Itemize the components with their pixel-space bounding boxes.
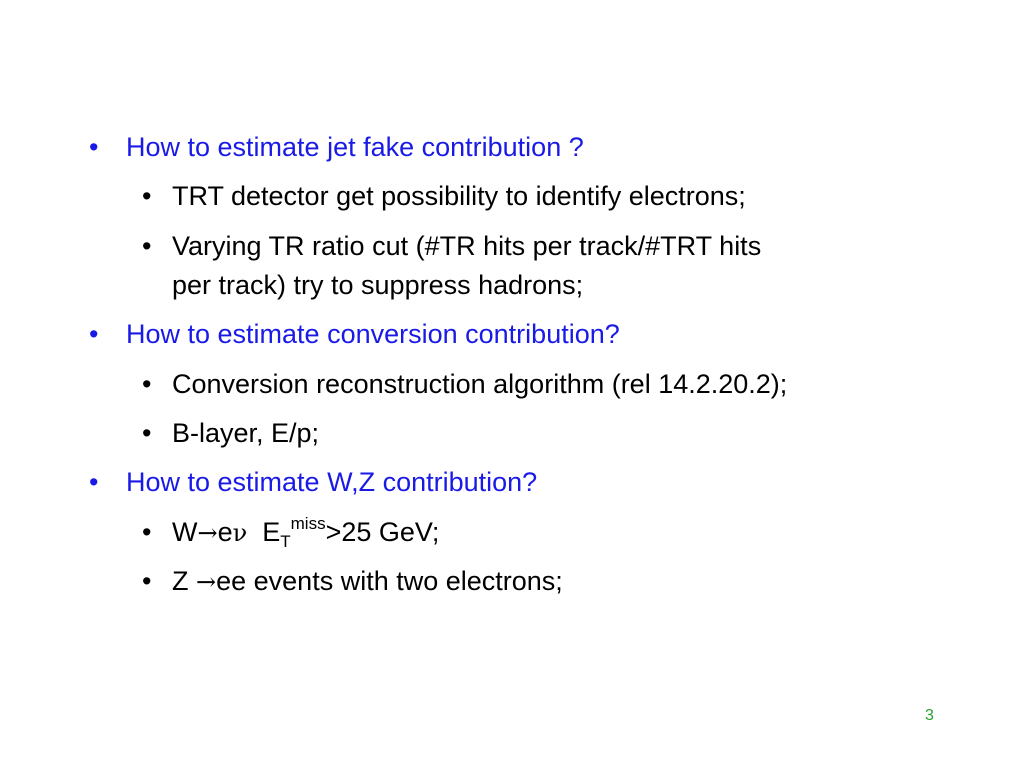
- bullet-text: How to estimate conversion contribution?: [126, 319, 620, 349]
- bullet-text: How to estimate W,Z contribution?: [126, 467, 538, 497]
- arrow-right-icon: →: [196, 568, 217, 596]
- bullet-marker: •: [89, 132, 99, 162]
- sub-bullet-text: Conversion reconstruction algorithm (rel 14.2.20.2);: [172, 369, 788, 399]
- sub-bullet-item-trt-detector: [142, 176, 746, 216]
- page-number: 3: [925, 707, 934, 724]
- electron-label: e: [217, 517, 233, 547]
- sub-bullet-item-tr-ratio: [142, 226, 762, 266]
- bullet-item-conversion: [89, 314, 620, 354]
- missing-et-cut: >25 GeV;: [325, 517, 440, 547]
- sub-bullet-item-w-enu: [142, 512, 440, 553]
- bullet-marker: •: [142, 566, 152, 596]
- bullet-marker: •: [89, 467, 99, 497]
- w-boson-label: W: [172, 517, 198, 547]
- missing-et-label: E: [262, 517, 281, 547]
- neutrino-symbol: ν: [232, 519, 248, 547]
- bullet-marker: •: [142, 369, 152, 399]
- missing-et-subscript: T: [280, 532, 291, 551]
- z-boson-label: Z: [172, 566, 196, 596]
- bullet-text: How to estimate jet fake contribution ?: [126, 132, 584, 162]
- sub-bullet-item-tr-ratio-continued: [172, 265, 583, 305]
- bullet-item-jet-fake: [89, 127, 584, 167]
- bullet-item-wz: [89, 462, 538, 502]
- sub-bullet-text: B-layer, E/p;: [172, 418, 320, 448]
- z-ee-text: ee events with two electrons;: [216, 566, 563, 596]
- sub-bullet-item-conversion-reco: [142, 364, 788, 404]
- arrow-right-icon: →: [197, 519, 218, 547]
- sub-bullet-text: TRT detector get possibility to identify electrons;: [172, 181, 746, 211]
- sub-bullet-item-b-layer: [142, 413, 320, 453]
- bullet-marker: •: [142, 181, 152, 211]
- bullet-marker: •: [142, 231, 152, 261]
- bullet-marker: •: [142, 517, 152, 547]
- sub-bullet-text-line1: Varying TR ratio cut (#TR hits per track/#TRT hits: [172, 231, 762, 261]
- sub-bullet-text-line2: per track) try to suppress hadrons;: [172, 270, 584, 300]
- bullet-marker: •: [89, 319, 99, 349]
- sub-bullet-item-z-ee: [142, 561, 563, 602]
- missing-et-superscript: miss: [290, 514, 326, 533]
- bullet-marker: •: [142, 418, 152, 448]
